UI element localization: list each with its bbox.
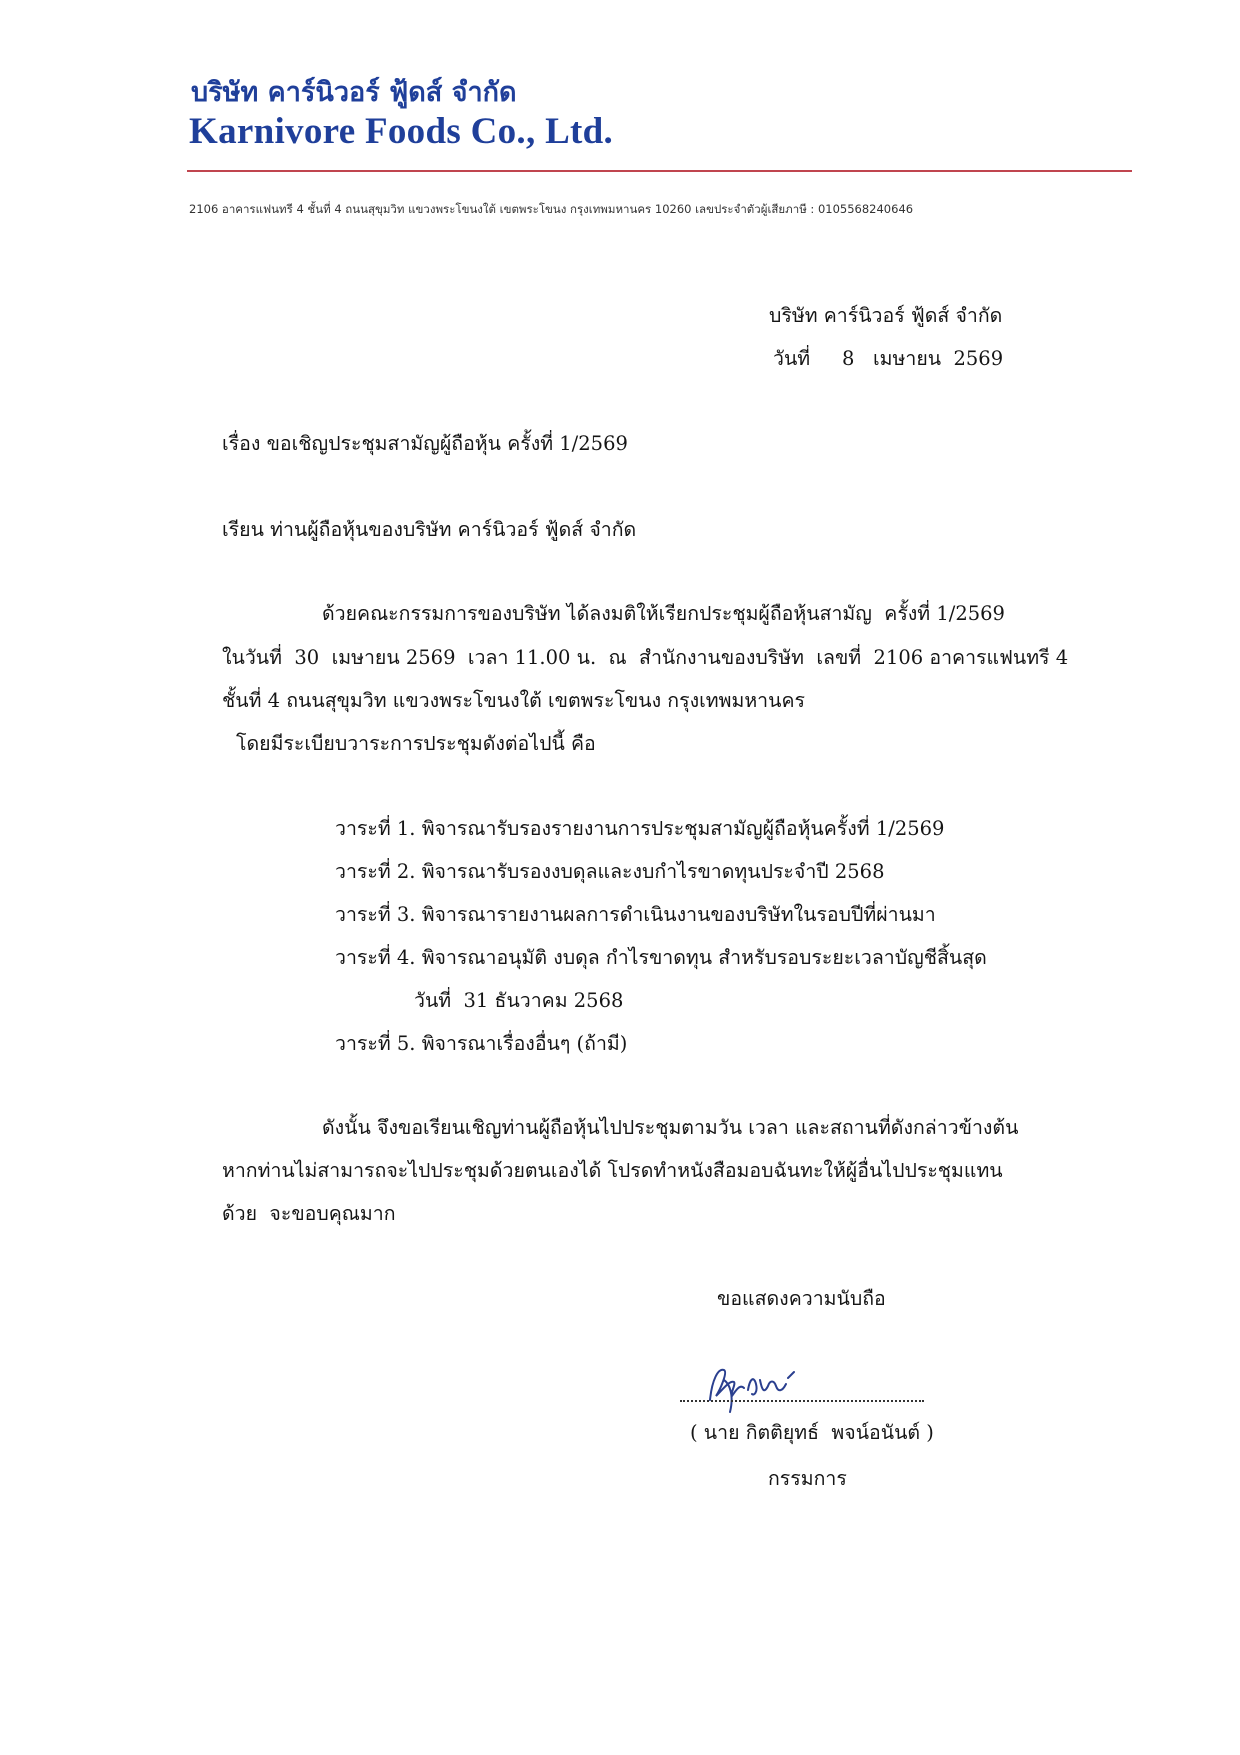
letter-subject: เรื่อง ขอเชิญประชุมสามัญผู้ถือหุ้น ครั้งที่ 1/2569 [222,432,628,455]
handwritten-signature [690,1350,810,1420]
letterhead-divider [187,170,1132,172]
body-paragraph-line: ชั้นที่ 4 ถนนสุขุมวิท แขวงพระโขนงใต้ เขตพระโขนง กรุงเทพมหานคร [222,689,805,712]
agenda-item-3: วาระที่ 3. พิจารณารายงานผลการดำเนินงานของบริษัทในรอบปีที่ผ่านมา [335,903,936,926]
signatory-name: ( นาย กิตติยุทธ์ พจน์อนันต์ ) [690,1421,934,1444]
agenda-item-4: วาระที่ 4. พิจารณาอนุมัติ งบดุล กำไรขาดทุน สำหรับรอบระยะเวลาบัญชีสิ้นสุด [335,946,987,969]
closing-line: ดังนั้น จึงขอเรียนเชิญท่านผู้ถือหุ้นไปประชุมตามวัน เวลา และสถานที่ดังกล่าวข้างต้น [322,1116,1019,1139]
body-paragraph-line: ด้วยคณะกรรมการของบริษัท ได้ลงมติให้เรียกประชุมผู้ถือหุ้นสามัญ ครั้งที่ 1/2569 [322,602,1005,625]
letterhead-address: 2106 อาคารแฟนทรี 4 ชั้นที่ 4 ถนนสุขุมวิท แขวงพระโขนงใต้ เขตพระโขนง กรุงเทพมหานคร 10260 เลขประจำตัวผู้เสียภาษี : 0105568240646 [189,202,914,216]
sender-date-label: วันที่ [773,347,811,370]
agenda-item-1: วาระที่ 1. พิจารณารับรองรายงานการประชุมสามัญผู้ถือหุ้นครั้งที่ 1/2569 [335,817,945,840]
letterhead-company-thai: บริษัท คาร์นิวอร์ ฟู้ดส์ จำกัด [191,77,517,108]
letter-salutation: เรียน ท่านผู้ถือหุ้นของบริษัท คาร์นิวอร์ ฟู้ดส์ จำกัด [222,518,637,541]
sender-date-value: 8 เมษายน 2569 [842,347,1004,370]
signature-line [680,1400,924,1402]
closing-line: ด้วย จะขอบคุณมาก [222,1202,396,1225]
agenda-item-2: วาระที่ 2. พิจารณารับรองงบดุลและงบกำไรขาดทุนประจำปี 2568 [335,860,885,883]
body-paragraph-line: ในวันที่ 30 เมษายน 2569 เวลา 11.00 น. ณ สำนักงานของบริษัท เลขที่ 2106 อาคารแฟนทรี 4 [222,646,1069,669]
signatory-title: กรรมการ [768,1467,847,1490]
body-paragraph-line: โดยมีระเบียบวาระการประชุมดังต่อไปนี้ คือ [236,732,596,755]
letterhead-company-en: Karnivore Foods Co., Ltd. [189,111,614,152]
closing-line: หากท่านไม่สามารถจะไปประชุมด้วยตนเองได้ โปรดทำหนังสือมอบฉันทะให้ผู้อื่นไปประชุมแทน [222,1159,1003,1182]
agenda-item-4-continued: วันที่ 31 ธันวาคม 2568 [414,989,624,1012]
sender-company: บริษัท คาร์นิวอร์ ฟู้ดส์ จำกัด [769,304,1003,327]
agenda-item-5: วาระที่ 5. พิจารณาเรื่องอื่นๆ (ถ้ามี) [335,1032,628,1055]
closing-regards: ขอแสดงความนับถือ [717,1287,886,1310]
